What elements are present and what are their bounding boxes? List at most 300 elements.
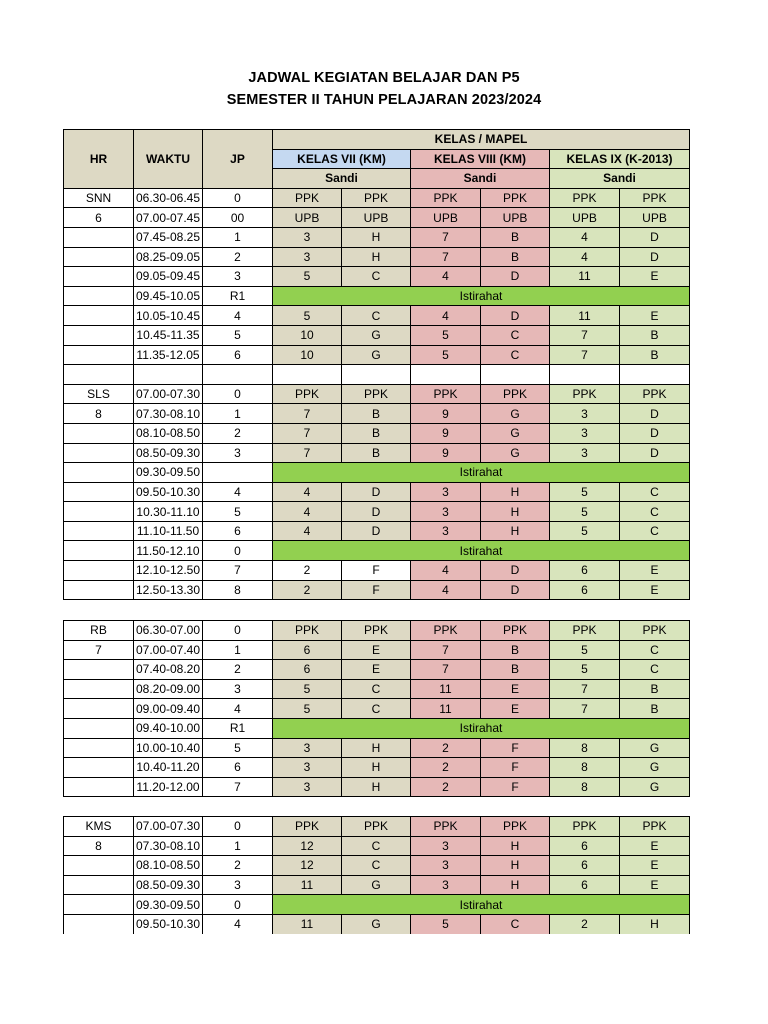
- schedule-cell: 3: [550, 404, 620, 424]
- day-cell-empty: [64, 443, 134, 463]
- lesson-period: 5: [203, 502, 273, 522]
- time-slot: 08.50-09.30: [134, 875, 203, 895]
- lesson-period: 5: [203, 738, 273, 758]
- day-cell-empty: [64, 699, 134, 719]
- lesson-period: 8: [203, 580, 273, 600]
- schedule-cell: C: [620, 640, 690, 660]
- time-slot: 10.00-10.40: [134, 738, 203, 758]
- schedule-cell: 3: [411, 482, 481, 502]
- day-cell-empty: [64, 521, 134, 541]
- table-row: [64, 738, 690, 758]
- header-waktu: WAKTU: [134, 130, 203, 189]
- table-row: [64, 443, 690, 463]
- schedule-cell: G: [342, 345, 411, 365]
- schedule-cell: 2: [273, 580, 342, 600]
- table-row: [64, 188, 690, 208]
- schedule-cell: 5: [411, 325, 481, 345]
- time-slot: 07.40-08.20: [134, 660, 203, 680]
- table-row: [64, 856, 690, 876]
- time-slot: 07.00-07.45: [134, 208, 203, 228]
- schedule-cell: E: [481, 699, 550, 719]
- table-row: [64, 914, 690, 934]
- schedule-cell: 6: [273, 660, 342, 680]
- schedule-cell: H: [481, 875, 550, 895]
- time-slot: 07.00-07.30: [134, 817, 203, 837]
- time-slot: 11.50-12.10: [134, 541, 203, 561]
- time-slot: 11.35-12.05: [134, 345, 203, 365]
- schedule-cell: 12: [273, 856, 342, 876]
- lesson-period: 7: [203, 561, 273, 581]
- schedule-cell: 4: [273, 521, 342, 541]
- schedule-cell: UPB: [342, 208, 411, 228]
- time-slot: 09.50-10.30: [134, 914, 203, 934]
- schedule-cell: 7: [550, 679, 620, 699]
- schedule-cell: 4: [273, 502, 342, 522]
- schedule-cell: UPB: [620, 208, 690, 228]
- schedule-cell: C: [481, 345, 550, 365]
- table-row: [64, 817, 690, 837]
- lesson-period: 4: [203, 699, 273, 719]
- table-row: [64, 718, 690, 738]
- schedule-cell: 3: [273, 227, 342, 247]
- schedule-cell: PPK: [620, 621, 690, 641]
- lesson-period: 0: [203, 621, 273, 641]
- schedule-cell: 6: [550, 580, 620, 600]
- schedule-cell: 10: [273, 345, 342, 365]
- schedule-cell: PPK: [273, 621, 342, 641]
- schedule-cell: C: [620, 482, 690, 502]
- schedule-cell: G: [481, 423, 550, 443]
- time-slot: 10.30-11.10: [134, 502, 203, 522]
- schedule-cell: H: [620, 914, 690, 934]
- schedule-cell: 5: [273, 267, 342, 287]
- schedule-cell: H: [481, 856, 550, 876]
- table-row: [64, 640, 690, 660]
- time-slot: 10.40-11.20: [134, 758, 203, 778]
- schedule-cell: 3: [411, 521, 481, 541]
- schedule-cell: D: [342, 502, 411, 522]
- header-kelas-9: KELAS IX (K-2013): [550, 149, 690, 169]
- day-cell-empty: [64, 895, 134, 915]
- schedule-cell: F: [481, 738, 550, 758]
- table-row: [64, 463, 690, 483]
- break-istirahat: Istirahat: [273, 286, 690, 306]
- time-slot: 07.30-08.10: [134, 404, 203, 424]
- schedule-cell: E: [620, 856, 690, 876]
- lesson-period: 0: [203, 541, 273, 561]
- schedule-cell: 5: [273, 679, 342, 699]
- time-slot: 07.00-07.40: [134, 640, 203, 660]
- schedule-cell: 4: [273, 482, 342, 502]
- schedule-cell: 4: [411, 580, 481, 600]
- time-slot: 07.30-08.10: [134, 836, 203, 856]
- lesson-period: 6: [203, 758, 273, 778]
- day-cell-empty: [64, 463, 134, 483]
- day-cell-empty: [64, 660, 134, 680]
- lesson-period: 0: [203, 188, 273, 208]
- header-sandi-9: Sandi: [550, 169, 690, 189]
- time-slot: 07.00-07.30: [134, 384, 203, 404]
- schedule-cell: G: [620, 738, 690, 758]
- table-row: [64, 621, 690, 641]
- schedule-cell: G: [342, 325, 411, 345]
- schedule-cell: B: [620, 699, 690, 719]
- schedule-cell: 3: [273, 758, 342, 778]
- day-cell-empty: [64, 267, 134, 287]
- blank-cell: [273, 365, 342, 385]
- schedule-cell: E: [620, 875, 690, 895]
- day-code: RB: [64, 621, 134, 641]
- lesson-period: 2: [203, 423, 273, 443]
- day-cell-empty: [64, 482, 134, 502]
- day-number: 8: [64, 836, 134, 856]
- table-row: [64, 325, 690, 345]
- time-slot: 09.00-09.40: [134, 699, 203, 719]
- lesson-period: 0: [203, 384, 273, 404]
- schedule-cell: H: [481, 482, 550, 502]
- schedule-cell: C: [481, 325, 550, 345]
- schedule-cell: PPK: [620, 384, 690, 404]
- table-row: [64, 679, 690, 699]
- schedule-cell: 6: [550, 836, 620, 856]
- table-row: [64, 777, 690, 797]
- schedule-cell: 11: [411, 679, 481, 699]
- break-istirahat: Istirahat: [273, 541, 690, 561]
- schedule-cell: G: [620, 777, 690, 797]
- schedule-cell: PPK: [620, 188, 690, 208]
- schedule-cell: B: [342, 443, 411, 463]
- schedule-cell: 3: [273, 777, 342, 797]
- day-cell-empty: [64, 345, 134, 365]
- schedule-cell: B: [481, 247, 550, 267]
- schedule-cell: H: [481, 502, 550, 522]
- schedule-cell: C: [620, 660, 690, 680]
- header-sandi-8: Sandi: [411, 169, 550, 189]
- table-row: [64, 267, 690, 287]
- table-row: [64, 482, 690, 502]
- schedule-cell: 7: [411, 247, 481, 267]
- day-cell-empty: [64, 561, 134, 581]
- schedule-cell: D: [620, 443, 690, 463]
- time-slot: 09.05-09.45: [134, 267, 203, 287]
- schedule-cell: UPB: [550, 208, 620, 228]
- blank-cell: [411, 365, 481, 385]
- lesson-period: 3: [203, 443, 273, 463]
- schedule-cell: 5: [550, 640, 620, 660]
- schedule-cell: PPK: [273, 384, 342, 404]
- schedule-cell: D: [481, 306, 550, 326]
- day-cell-empty: [64, 580, 134, 600]
- schedule-cell: 11: [411, 699, 481, 719]
- schedule-cell: 7: [273, 404, 342, 424]
- schedule-cell: C: [481, 914, 550, 934]
- table-row: [64, 541, 690, 561]
- schedule-cell: E: [620, 580, 690, 600]
- schedule-cell: 5: [550, 521, 620, 541]
- time-slot: 08.50-09.30: [134, 443, 203, 463]
- header-kelas-7: KELAS VII (KM): [273, 149, 411, 169]
- day-code: KMS: [64, 817, 134, 837]
- schedule-cell: UPB: [411, 208, 481, 228]
- schedule-cell: 9: [411, 443, 481, 463]
- schedule-cell: 7: [273, 443, 342, 463]
- day-cell-empty: [64, 679, 134, 699]
- schedule-cell: 5: [550, 502, 620, 522]
- blank-cell: [64, 365, 134, 385]
- table-row: [64, 699, 690, 719]
- time-slot: 08.25-09.05: [134, 247, 203, 267]
- schedule-cell: 5: [273, 306, 342, 326]
- blank-cell: [620, 365, 690, 385]
- schedule-cell: 7: [411, 640, 481, 660]
- break-istirahat: Istirahat: [273, 895, 690, 915]
- day-code: SLS: [64, 384, 134, 404]
- schedule-cell: C: [342, 306, 411, 326]
- time-slot: 09.45-10.05: [134, 286, 203, 306]
- schedule-cell: H: [481, 521, 550, 541]
- day-cell-empty: [64, 502, 134, 522]
- blank-cell: [203, 365, 273, 385]
- schedule-cell: 5: [273, 699, 342, 719]
- schedule-cell: 2: [550, 914, 620, 934]
- schedule-cell: 5: [411, 345, 481, 365]
- schedule-cell: D: [620, 227, 690, 247]
- time-slot: 09.30-09.50: [134, 895, 203, 915]
- break-istirahat: Istirahat: [273, 463, 690, 483]
- time-slot: 08.10-08.50: [134, 423, 203, 443]
- schedule-cell: 2: [411, 758, 481, 778]
- schedule-cell: 5: [550, 482, 620, 502]
- schedule-cell: 2: [411, 777, 481, 797]
- schedule-cell: 3: [411, 836, 481, 856]
- blank-cell: [134, 365, 203, 385]
- document-title-line-2: SEMESTER II TAHUN PELAJARAN 2023/2024: [226, 92, 542, 108]
- schedule-cell: 11: [273, 875, 342, 895]
- schedule-cell: PPK: [481, 621, 550, 641]
- lesson-period: 1: [203, 640, 273, 660]
- schedule-cell: 5: [411, 914, 481, 934]
- schedule-cell: 8: [550, 758, 620, 778]
- day-number: 6: [64, 208, 134, 228]
- table-row: [64, 580, 690, 600]
- schedule-cell: 7: [550, 699, 620, 719]
- table-row: [64, 404, 690, 424]
- schedule-cell: PPK: [481, 384, 550, 404]
- schedule-cell: B: [342, 404, 411, 424]
- day-number: 8: [64, 404, 134, 424]
- schedule-cell: 3: [411, 502, 481, 522]
- schedule-cell: 3: [273, 738, 342, 758]
- lesson-period: 1: [203, 227, 273, 247]
- lesson-period: R1: [203, 286, 273, 306]
- table-row: [64, 286, 690, 306]
- schedule-cell: PPK: [550, 817, 620, 837]
- schedule-cell: PPK: [620, 817, 690, 837]
- header-kelas-mapel: KELAS / MAPEL: [273, 130, 690, 150]
- table-row: [64, 561, 690, 581]
- schedule-cell: 9: [411, 404, 481, 424]
- schedule-cell: D: [481, 267, 550, 287]
- day-cell-empty: [64, 423, 134, 443]
- table-row: [64, 306, 690, 326]
- header-kelas-8: KELAS VIII (KM): [411, 149, 550, 169]
- schedule-cell: H: [342, 227, 411, 247]
- lesson-period: [203, 463, 273, 483]
- schedule-cell: E: [481, 679, 550, 699]
- lesson-period: 6: [203, 521, 273, 541]
- schedule-cell: B: [481, 660, 550, 680]
- schedule-cell: 7: [411, 227, 481, 247]
- schedule-cell: PPK: [342, 188, 411, 208]
- lesson-period: 5: [203, 325, 273, 345]
- lesson-period: 2: [203, 247, 273, 267]
- schedule-cell: PPK: [342, 621, 411, 641]
- table-row: [64, 384, 690, 404]
- day-cell-empty: [64, 306, 134, 326]
- schedule-cell: B: [620, 345, 690, 365]
- table-row: [64, 836, 690, 856]
- header-hr: HR: [64, 130, 134, 189]
- schedule-cell: 6: [550, 875, 620, 895]
- schedule-cell: D: [481, 580, 550, 600]
- lesson-period: 6: [203, 345, 273, 365]
- schedule-cell: H: [342, 758, 411, 778]
- table-row: [64, 345, 690, 365]
- schedule-cell: E: [620, 561, 690, 581]
- schedule-cell: PPK: [550, 384, 620, 404]
- table-row: [64, 247, 690, 267]
- schedule-cell: 11: [550, 267, 620, 287]
- schedule-cell: B: [481, 227, 550, 247]
- time-slot: 09.30-09.50: [134, 463, 203, 483]
- schedule-cell: H: [342, 247, 411, 267]
- schedule-cell: 3: [411, 875, 481, 895]
- day-cell-empty: [64, 914, 134, 934]
- time-slot: 08.10-08.50: [134, 856, 203, 876]
- day-cell-empty: [64, 325, 134, 345]
- break-istirahat: Istirahat: [273, 718, 690, 738]
- schedule-cell: H: [342, 738, 411, 758]
- table-row: [64, 875, 690, 895]
- time-slot: 09.40-10.00: [134, 718, 203, 738]
- day-cell-empty: [64, 247, 134, 267]
- schedule-cell: C: [620, 521, 690, 541]
- schedule-cell: G: [342, 914, 411, 934]
- schedule-cell: 12: [273, 836, 342, 856]
- schedule-cell: G: [620, 758, 690, 778]
- schedule-table-kms: [63, 816, 690, 935]
- schedule-cell: G: [481, 404, 550, 424]
- schedule-cell: 4: [411, 267, 481, 287]
- schedule-cell: D: [342, 482, 411, 502]
- blank-cell: [550, 365, 620, 385]
- schedule-cell: 3: [411, 856, 481, 876]
- schedule-cell: B: [620, 325, 690, 345]
- time-slot: 07.45-08.25: [134, 227, 203, 247]
- schedule-cell: C: [342, 267, 411, 287]
- time-slot: 10.05-10.45: [134, 306, 203, 326]
- table-row: [64, 660, 690, 680]
- schedule-cell: E: [620, 267, 690, 287]
- schedule-cell: PPK: [342, 817, 411, 837]
- lesson-period: 4: [203, 306, 273, 326]
- schedule-cell: 4: [550, 247, 620, 267]
- schedule-cell: D: [620, 404, 690, 424]
- schedule-cell: PPK: [411, 621, 481, 641]
- schedule-cell: C: [620, 502, 690, 522]
- time-slot: 11.20-12.00: [134, 777, 203, 797]
- lesson-period: 00: [203, 208, 273, 228]
- lesson-period: 3: [203, 875, 273, 895]
- schedule-cell: D: [620, 423, 690, 443]
- schedule-cell: 6: [550, 561, 620, 581]
- day-number: 7: [64, 640, 134, 660]
- schedule-cell: 2: [411, 738, 481, 758]
- day-cell-empty: [64, 738, 134, 758]
- schedule-cell: E: [342, 640, 411, 660]
- day-cell-empty: [64, 758, 134, 778]
- schedule-cell: 8: [550, 777, 620, 797]
- schedule-cell: C: [342, 856, 411, 876]
- schedule-cell: 4: [411, 561, 481, 581]
- schedule-cell: 11: [550, 306, 620, 326]
- schedule-cell: PPK: [273, 188, 342, 208]
- schedule-cell: UPB: [273, 208, 342, 228]
- schedule-cell: D: [342, 521, 411, 541]
- schedule-cell: 6: [550, 856, 620, 876]
- blank-cell: [342, 365, 411, 385]
- table-row: [64, 895, 690, 915]
- schedule-cell: G: [481, 443, 550, 463]
- table-row: [64, 502, 690, 522]
- lesson-period: R1: [203, 718, 273, 738]
- schedule-cell: PPK: [481, 188, 550, 208]
- lesson-period: 2: [203, 856, 273, 876]
- lesson-period: 0: [203, 817, 273, 837]
- table-row: [64, 423, 690, 443]
- table-row: [64, 521, 690, 541]
- schedule-cell: D: [481, 561, 550, 581]
- schedule-cell: E: [620, 306, 690, 326]
- schedule-cell: PPK: [342, 384, 411, 404]
- day-cell-empty: [64, 286, 134, 306]
- day-cell-empty: [64, 875, 134, 895]
- day-cell-empty: [64, 227, 134, 247]
- schedule-cell: 7: [273, 423, 342, 443]
- schedule-cell: PPK: [481, 817, 550, 837]
- schedule-cell: F: [342, 580, 411, 600]
- schedule-cell: 8: [550, 738, 620, 758]
- schedule-cell: 9: [411, 423, 481, 443]
- schedule-cell: PPK: [411, 188, 481, 208]
- header-sandi-7: Sandi: [273, 169, 411, 189]
- schedule-cell: H: [481, 836, 550, 856]
- schedule-cell: 11: [273, 914, 342, 934]
- lesson-period: 1: [203, 404, 273, 424]
- blank-row: [64, 365, 690, 385]
- schedule-cell: PPK: [411, 384, 481, 404]
- lesson-period: 3: [203, 679, 273, 699]
- time-slot: 10.45-11.35: [134, 325, 203, 345]
- schedule-cell: 7: [550, 345, 620, 365]
- lesson-period: 2: [203, 660, 273, 680]
- lesson-period: 1: [203, 836, 273, 856]
- schedule-cell: 4: [550, 227, 620, 247]
- schedule-cell: E: [342, 660, 411, 680]
- schedule-cell: 10: [273, 325, 342, 345]
- schedule-cell: 2: [273, 561, 342, 581]
- schedule-cell: H: [342, 777, 411, 797]
